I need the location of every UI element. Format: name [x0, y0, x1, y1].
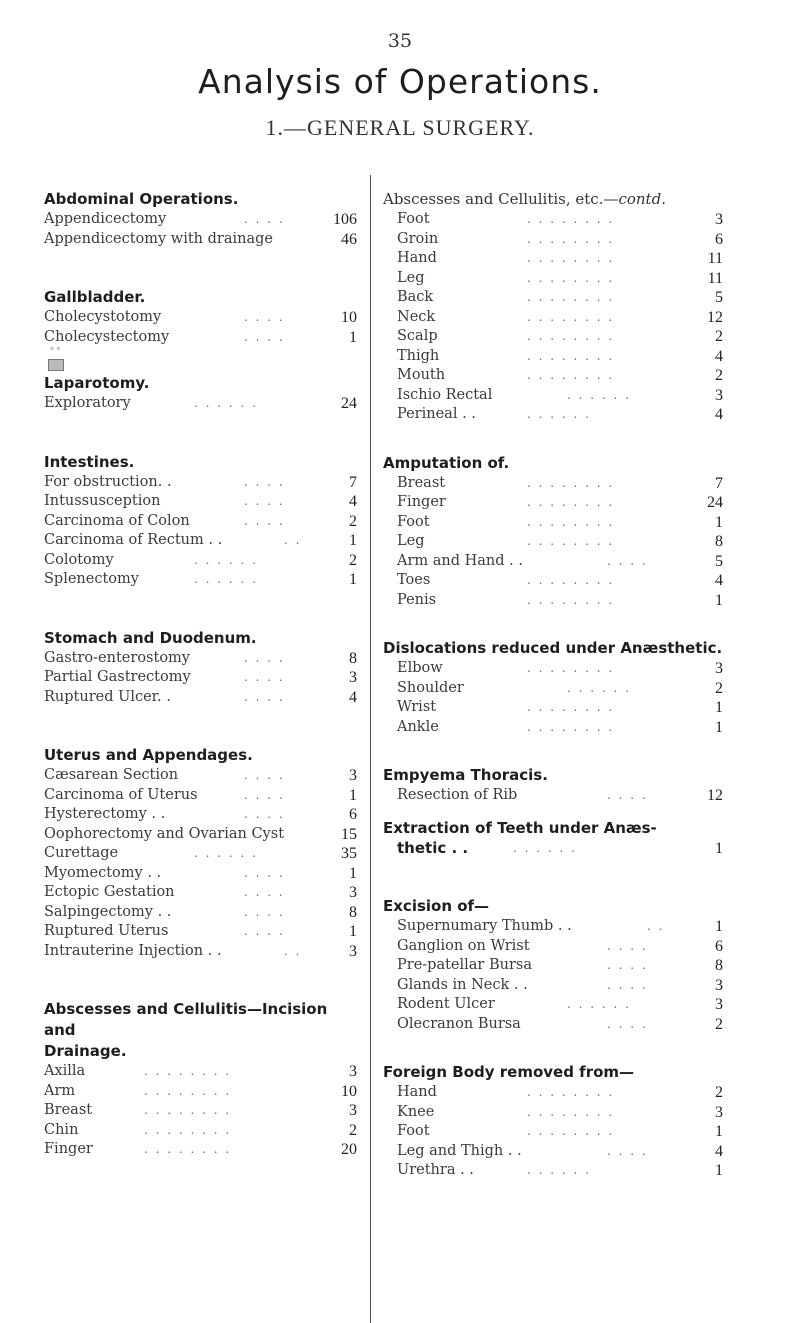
left-column [44, 175, 357, 1160]
row-value: 2 [715, 1084, 723, 1101]
table-row [44, 473, 357, 493]
table-row [44, 883, 357, 903]
row-value: 7 [715, 474, 723, 492]
leader-dots: . . . . [244, 494, 285, 508]
row-label: Hand [397, 250, 437, 266]
row-label: Back [397, 289, 434, 305]
leader-dots: . . . . [607, 958, 648, 972]
leader-dots: . . . . . . . . [527, 573, 615, 587]
row-label: Finger [44, 1141, 93, 1157]
row-value: 1 [349, 864, 357, 882]
table-row [397, 347, 723, 367]
table-row [397, 405, 723, 425]
section-heading-continued: Drainage. [44, 1042, 127, 1060]
section-heading: Excision of— [383, 897, 490, 915]
row-value: 8 [715, 957, 723, 974]
row-label: Toes [397, 572, 431, 588]
row-label: Urethra . . [397, 1162, 474, 1178]
row-value: 1 [715, 591, 723, 609]
leader-dots: . . . . . . [527, 1163, 591, 1177]
row-value: 3 [349, 1102, 357, 1119]
leader-dots: . . . . . . . . [527, 251, 615, 265]
row-label: Arm [44, 1082, 76, 1099]
table-row [397, 995, 723, 1015]
row-label: Thigh [397, 347, 440, 364]
row-label: Cæsarean Section [44, 767, 179, 783]
row-value: 2 [349, 1121, 357, 1139]
row-value: 6 [715, 937, 723, 955]
row-label: Cholecystotomy [44, 309, 162, 325]
page-title: Analysis of Operations. [198, 62, 602, 101]
row-value: 8 [349, 649, 357, 667]
table-row [44, 942, 357, 962]
table-row [44, 230, 357, 250]
row-label: Oophorectomy and Ovarian Cyst [44, 825, 285, 842]
leader-dots: . . . . . . [567, 680, 631, 695]
row-label: Exploratory [44, 395, 131, 411]
table-row [44, 328, 357, 348]
table-row [397, 591, 723, 611]
table-row [397, 308, 723, 328]
table-row [44, 805, 357, 825]
row-value: 4 [715, 406, 723, 423]
section-heading: Abscesses and Cellulitis—Incision and [44, 1000, 328, 1039]
leader-dots: . . . . . . . . [527, 475, 615, 490]
section-subtitle: 1.—GENERAL SURGERY. [265, 115, 535, 140]
row-label: Leg [397, 269, 425, 286]
row-value: 2 [715, 679, 723, 697]
row-value: 11 [707, 250, 723, 267]
leader-dots: . . . . . . . . [527, 270, 615, 285]
row-value: 3 [715, 1103, 723, 1121]
row-value: 2 [715, 1015, 723, 1033]
table-row [44, 786, 357, 806]
leader-dots: . . . . [244, 310, 285, 324]
row-value: 35 [341, 845, 357, 862]
section-stomach-duodenum [44, 628, 357, 708]
section-heading: Abdominal Operations. [44, 190, 239, 208]
table-row [397, 1083, 723, 1103]
row-value: 3 [715, 996, 723, 1013]
section-foreign-body [383, 1062, 723, 1181]
table-row [397, 386, 723, 406]
leader-dots: . . . . . . . . [527, 514, 615, 529]
row-value: 1 [715, 513, 723, 531]
row-label: Supernumary Thumb . . [397, 918, 572, 934]
row-label: Resection of Rib [397, 787, 518, 803]
row-value: 1 [349, 328, 357, 346]
table-row [397, 269, 723, 289]
row-label: Curettage [44, 845, 119, 861]
row-label: Mouth [397, 367, 446, 383]
table-row [397, 571, 723, 591]
row-value: 106 [333, 211, 357, 228]
row-label: Breast [397, 474, 446, 491]
table-row [44, 864, 357, 884]
heading-text: Abscesses and Cellulitis, etc.— [383, 190, 619, 208]
row-label: Ectopic Gestation [44, 884, 175, 900]
row-label: Shoulder [397, 679, 464, 696]
table-row [397, 493, 723, 513]
leader-dots: . . . . . . . . [527, 661, 615, 675]
row-value: 1 [349, 571, 357, 588]
leader-dots: . . . . . . . . [527, 700, 615, 714]
leader-dots: . . . . . . [567, 997, 631, 1011]
leader-dots: . . . . . . . . [527, 592, 615, 607]
row-value: 5 [715, 552, 723, 570]
table-row [44, 922, 357, 942]
table-row [44, 531, 357, 551]
row-value: 3 [715, 386, 723, 404]
stamp-mark-icon [48, 359, 64, 371]
row-value: 1 [715, 718, 723, 736]
leader-dots: . . . . . . . . [527, 309, 615, 324]
table-row [383, 839, 723, 859]
row-value: 20 [341, 1141, 357, 1158]
row-value: 3 [349, 767, 357, 784]
table-row [397, 474, 723, 494]
row-value: 3 [715, 976, 723, 994]
leader-dots: . . . . [607, 1143, 648, 1158]
row-value: 24 [707, 494, 723, 511]
row-value: 1 [715, 1162, 723, 1179]
row-value: 2 [715, 367, 723, 384]
leader-dots: . . . . . . [527, 407, 591, 421]
section-laparotomy [44, 373, 357, 414]
table-row [44, 570, 357, 590]
leader-dots: . . . . . . . . [527, 368, 615, 382]
row-label: Cholecystectomy [44, 328, 170, 345]
row-label: Breast [44, 1102, 93, 1118]
row-value: 4 [715, 347, 723, 365]
row-label: Arm and Hand . . [397, 552, 523, 569]
section-heading: Intestines. [44, 452, 135, 471]
row-label: Ruptured Ulcer. . [44, 688, 171, 705]
leader-dots: . . . . . . . . [527, 719, 615, 734]
section-heading: Dislocations reduced under Anæsthetic. [383, 639, 723, 657]
row-label: Carcinoma of Uterus [44, 786, 198, 803]
leader-dots: . . . . . . . . [144, 1083, 232, 1098]
page-number: 35 [387, 30, 413, 52]
table-row [44, 210, 357, 230]
table-row [397, 786, 723, 806]
leader-dots: . . . . [244, 768, 285, 782]
leader-dots: . . . . . . [194, 572, 258, 586]
leader-dots: . . . . . . [194, 846, 258, 860]
leader-dots: . . . . [244, 650, 285, 665]
section-heading-continued: thetic . . [397, 838, 469, 857]
leader-dots: . . . . . . . . [144, 1103, 232, 1117]
table-row [397, 956, 723, 976]
row-value: 7 [349, 473, 357, 491]
row-label: Groin [397, 230, 439, 247]
row-value: 2 [349, 512, 357, 530]
leader-dots: . . . . [244, 904, 285, 919]
leader-dots: . . . . . . . . [144, 1064, 232, 1078]
table-row [397, 1103, 723, 1123]
table-row [44, 688, 357, 708]
row-label: Knee [397, 1103, 435, 1120]
row-value: 4 [349, 688, 357, 706]
row-label: Axilla [44, 1063, 86, 1079]
row-label: Intrauterine Injection . . [44, 942, 222, 959]
table-row [44, 766, 357, 786]
section-heading: Gallbladder. [44, 288, 146, 306]
table-row [44, 512, 357, 532]
leader-dots: . . . . [244, 212, 285, 226]
leader-dots: . . . . . . [194, 552, 258, 567]
table-row [397, 1161, 723, 1181]
row-value: 4 [715, 1142, 723, 1160]
leader-dots: . . . . [244, 885, 285, 899]
table-row [44, 394, 357, 414]
leader-dots: . . [284, 533, 302, 547]
row-value: 3 [349, 942, 357, 960]
row-label: Appendicectomy with drainage [44, 230, 273, 247]
row-value: 1 [349, 923, 357, 940]
section-heading: Stomach and Duodenum. [44, 628, 257, 647]
table-row [44, 551, 357, 571]
section-excision [383, 896, 723, 1034]
heading-italic-text: contd. [618, 190, 666, 208]
row-value: 8 [349, 903, 357, 921]
table-row [44, 844, 357, 864]
row-label: Leg and Thigh . . [397, 1142, 522, 1159]
row-label: Appendicectomy [44, 211, 167, 227]
row-label: Hysterectomy . . [44, 806, 166, 822]
row-label: Wrist [397, 699, 437, 715]
leader-dots: . . . . [607, 1016, 648, 1031]
leader-dots: . . . . [607, 553, 648, 568]
table-row [397, 937, 723, 957]
leader-dots: . . . . [244, 474, 285, 489]
row-label: Carcinoma of Rectum . . [44, 532, 223, 548]
table-row [44, 825, 357, 845]
section-gallbladder [44, 287, 357, 371]
table-row [397, 513, 723, 533]
row-label: Splenectomy [44, 571, 139, 587]
table-row [44, 668, 357, 688]
table-row [397, 532, 723, 552]
leader-dots: . . . . . . . . [527, 1085, 615, 1099]
row-value: 6 [349, 806, 357, 823]
section-dislocations [383, 638, 723, 737]
row-label: Rodent Ulcer [397, 996, 495, 1012]
table-row [44, 1101, 357, 1121]
row-label: Foot [397, 1123, 430, 1139]
row-value: 1 [715, 699, 723, 716]
row-value: 3 [349, 1063, 357, 1080]
row-value: 3 [715, 660, 723, 677]
row-label: Olecranon Bursa [397, 1015, 521, 1032]
section-abscesses-incision [44, 999, 357, 1160]
table-row [397, 230, 723, 250]
row-value: 11 [707, 269, 723, 287]
table-row [397, 1142, 723, 1162]
row-label: Scalp [397, 328, 438, 344]
table-row [44, 649, 357, 669]
row-label: Hand [397, 1084, 437, 1100]
table-row [44, 1062, 357, 1082]
leader-dots: . . . . [607, 938, 648, 953]
table-row [44, 1121, 357, 1141]
table-row [397, 679, 723, 699]
table-row [397, 976, 723, 996]
row-label: Ruptured Uterus [44, 923, 169, 939]
table-row [397, 210, 723, 230]
row-label: Foot [397, 513, 430, 530]
section-heading: Uterus and Appendages. [44, 746, 253, 764]
leader-dots: . . . . . . . . [527, 534, 615, 548]
row-value: 1 [349, 532, 357, 549]
row-label: Myomectomy . . [44, 864, 162, 881]
leader-dots: . . . . [244, 329, 285, 344]
row-value: 1 [715, 1123, 723, 1140]
ink-smudge: * * [50, 346, 61, 355]
row-label: Gastro-enterostomy [44, 649, 190, 666]
leader-dots: . . . . . . . . [527, 1124, 615, 1138]
leader-dots: . . . . . . . . [527, 1104, 615, 1119]
row-label: Carcinoma of Colon [44, 512, 190, 529]
leader-dots: . . . . . . . . [527, 329, 615, 343]
row-label: Elbow [397, 660, 443, 676]
row-value: 10 [341, 309, 357, 326]
row-label: Foot [397, 211, 430, 227]
leader-dots: . . . . [244, 807, 285, 821]
section-heading: Amputation of. [383, 453, 510, 472]
table-row [397, 698, 723, 718]
section-extraction-teeth [383, 818, 723, 859]
row-label: Neck [397, 308, 436, 325]
leader-dots: . . . . [244, 787, 285, 802]
row-value: 4 [349, 493, 357, 510]
leader-dots: . . . . [244, 670, 285, 684]
table-row [44, 492, 357, 512]
row-label: Leg [397, 533, 425, 549]
leader-dots: . . . . . . . . [527, 348, 615, 363]
section-heading: Foreign Body removed from— [383, 1063, 635, 1081]
row-value: 24 [341, 395, 357, 412]
row-label: Ankle [397, 718, 439, 735]
row-value: 3 [349, 669, 357, 686]
table-row [44, 903, 357, 923]
row-label: Ischio Rectal [397, 386, 493, 403]
row-value: 5 [715, 289, 723, 306]
row-value: 1 [349, 786, 357, 804]
row-label: Perineal . . [397, 406, 476, 422]
section-heading [383, 189, 723, 210]
table-row [397, 288, 723, 308]
row-value: 12 [707, 787, 723, 804]
row-label: Penis [397, 591, 437, 608]
leader-dots: . . . . . . . . [527, 290, 615, 304]
table-row [397, 917, 723, 937]
row-value: 6 [715, 230, 723, 248]
row-value: 10 [341, 1082, 357, 1100]
leader-dots: . . . . . . [567, 387, 631, 402]
row-label: Chin [44, 1121, 79, 1138]
leader-dots: . . . . [244, 513, 285, 528]
table-row [44, 1082, 357, 1102]
table-row [44, 308, 357, 328]
right-column [383, 175, 723, 1181]
row-label: Colotomy [44, 551, 114, 568]
row-label: For obstruction. . [44, 473, 172, 490]
table-row [397, 659, 723, 679]
leader-dots: . . . . . . . . [144, 1122, 232, 1137]
section-heading: Laparotomy. [44, 374, 150, 392]
row-value: 12 [707, 308, 723, 326]
leader-dots: . . . . . . . . [527, 231, 615, 246]
table-row [397, 249, 723, 269]
leader-dots: . . [647, 919, 665, 933]
row-label: Glands in Neck . . [397, 976, 528, 993]
section-amputation [383, 453, 723, 611]
table-row [397, 552, 723, 572]
section-abscesses-contd [383, 189, 723, 425]
leader-dots: . . . . [607, 788, 648, 802]
row-label: Finger [397, 494, 446, 510]
row-value: 4 [715, 572, 723, 589]
leader-dots: . . . . . . [194, 396, 258, 410]
row-label: Partial Gastrectomy [44, 669, 191, 685]
leader-dots: . . . . . . . . [527, 495, 615, 509]
table-row [44, 1140, 357, 1160]
section-intestines [44, 452, 357, 590]
table-row [397, 327, 723, 347]
leader-dots: . . . . [244, 924, 285, 938]
leader-dots: . . . . [244, 689, 285, 704]
leader-dots: . . . . . . . . [527, 212, 615, 226]
table-row [397, 366, 723, 386]
row-value: 8 [715, 533, 723, 550]
row-value: 46 [341, 230, 357, 248]
row-label: Salpingectomy . . [44, 903, 172, 920]
row-value: 3 [715, 211, 723, 228]
leader-dots: . . . . [607, 977, 648, 992]
row-value: 1 [715, 839, 723, 857]
row-value: 2 [715, 328, 723, 345]
table-row [397, 1015, 723, 1035]
table-row [397, 1122, 723, 1142]
column-divider [370, 175, 371, 1323]
leader-dots: . . . . . . . . [144, 1142, 232, 1156]
row-value: 1 [715, 918, 723, 935]
row-label: Pre-patellar Bursa [397, 957, 532, 973]
section-heading: Extraction of Teeth under Anæs- [383, 818, 657, 837]
leader-dots: . . . . [244, 865, 285, 880]
section-uterus-appendages [44, 745, 357, 961]
row-value: 3 [349, 884, 357, 901]
row-value: 15 [341, 825, 357, 843]
table-row [397, 718, 723, 738]
leader-dots: . . [284, 943, 302, 958]
section-heading: Empyema Thoracis. [383, 766, 548, 784]
section-empyema [383, 765, 723, 806]
section-abdominal-operations [44, 189, 357, 249]
row-label: Intussusception [44, 493, 161, 509]
leader-dots: . . . . . . [513, 840, 577, 855]
row-value: 2 [349, 551, 357, 569]
row-label: Ganglion on Wrist [397, 937, 530, 954]
